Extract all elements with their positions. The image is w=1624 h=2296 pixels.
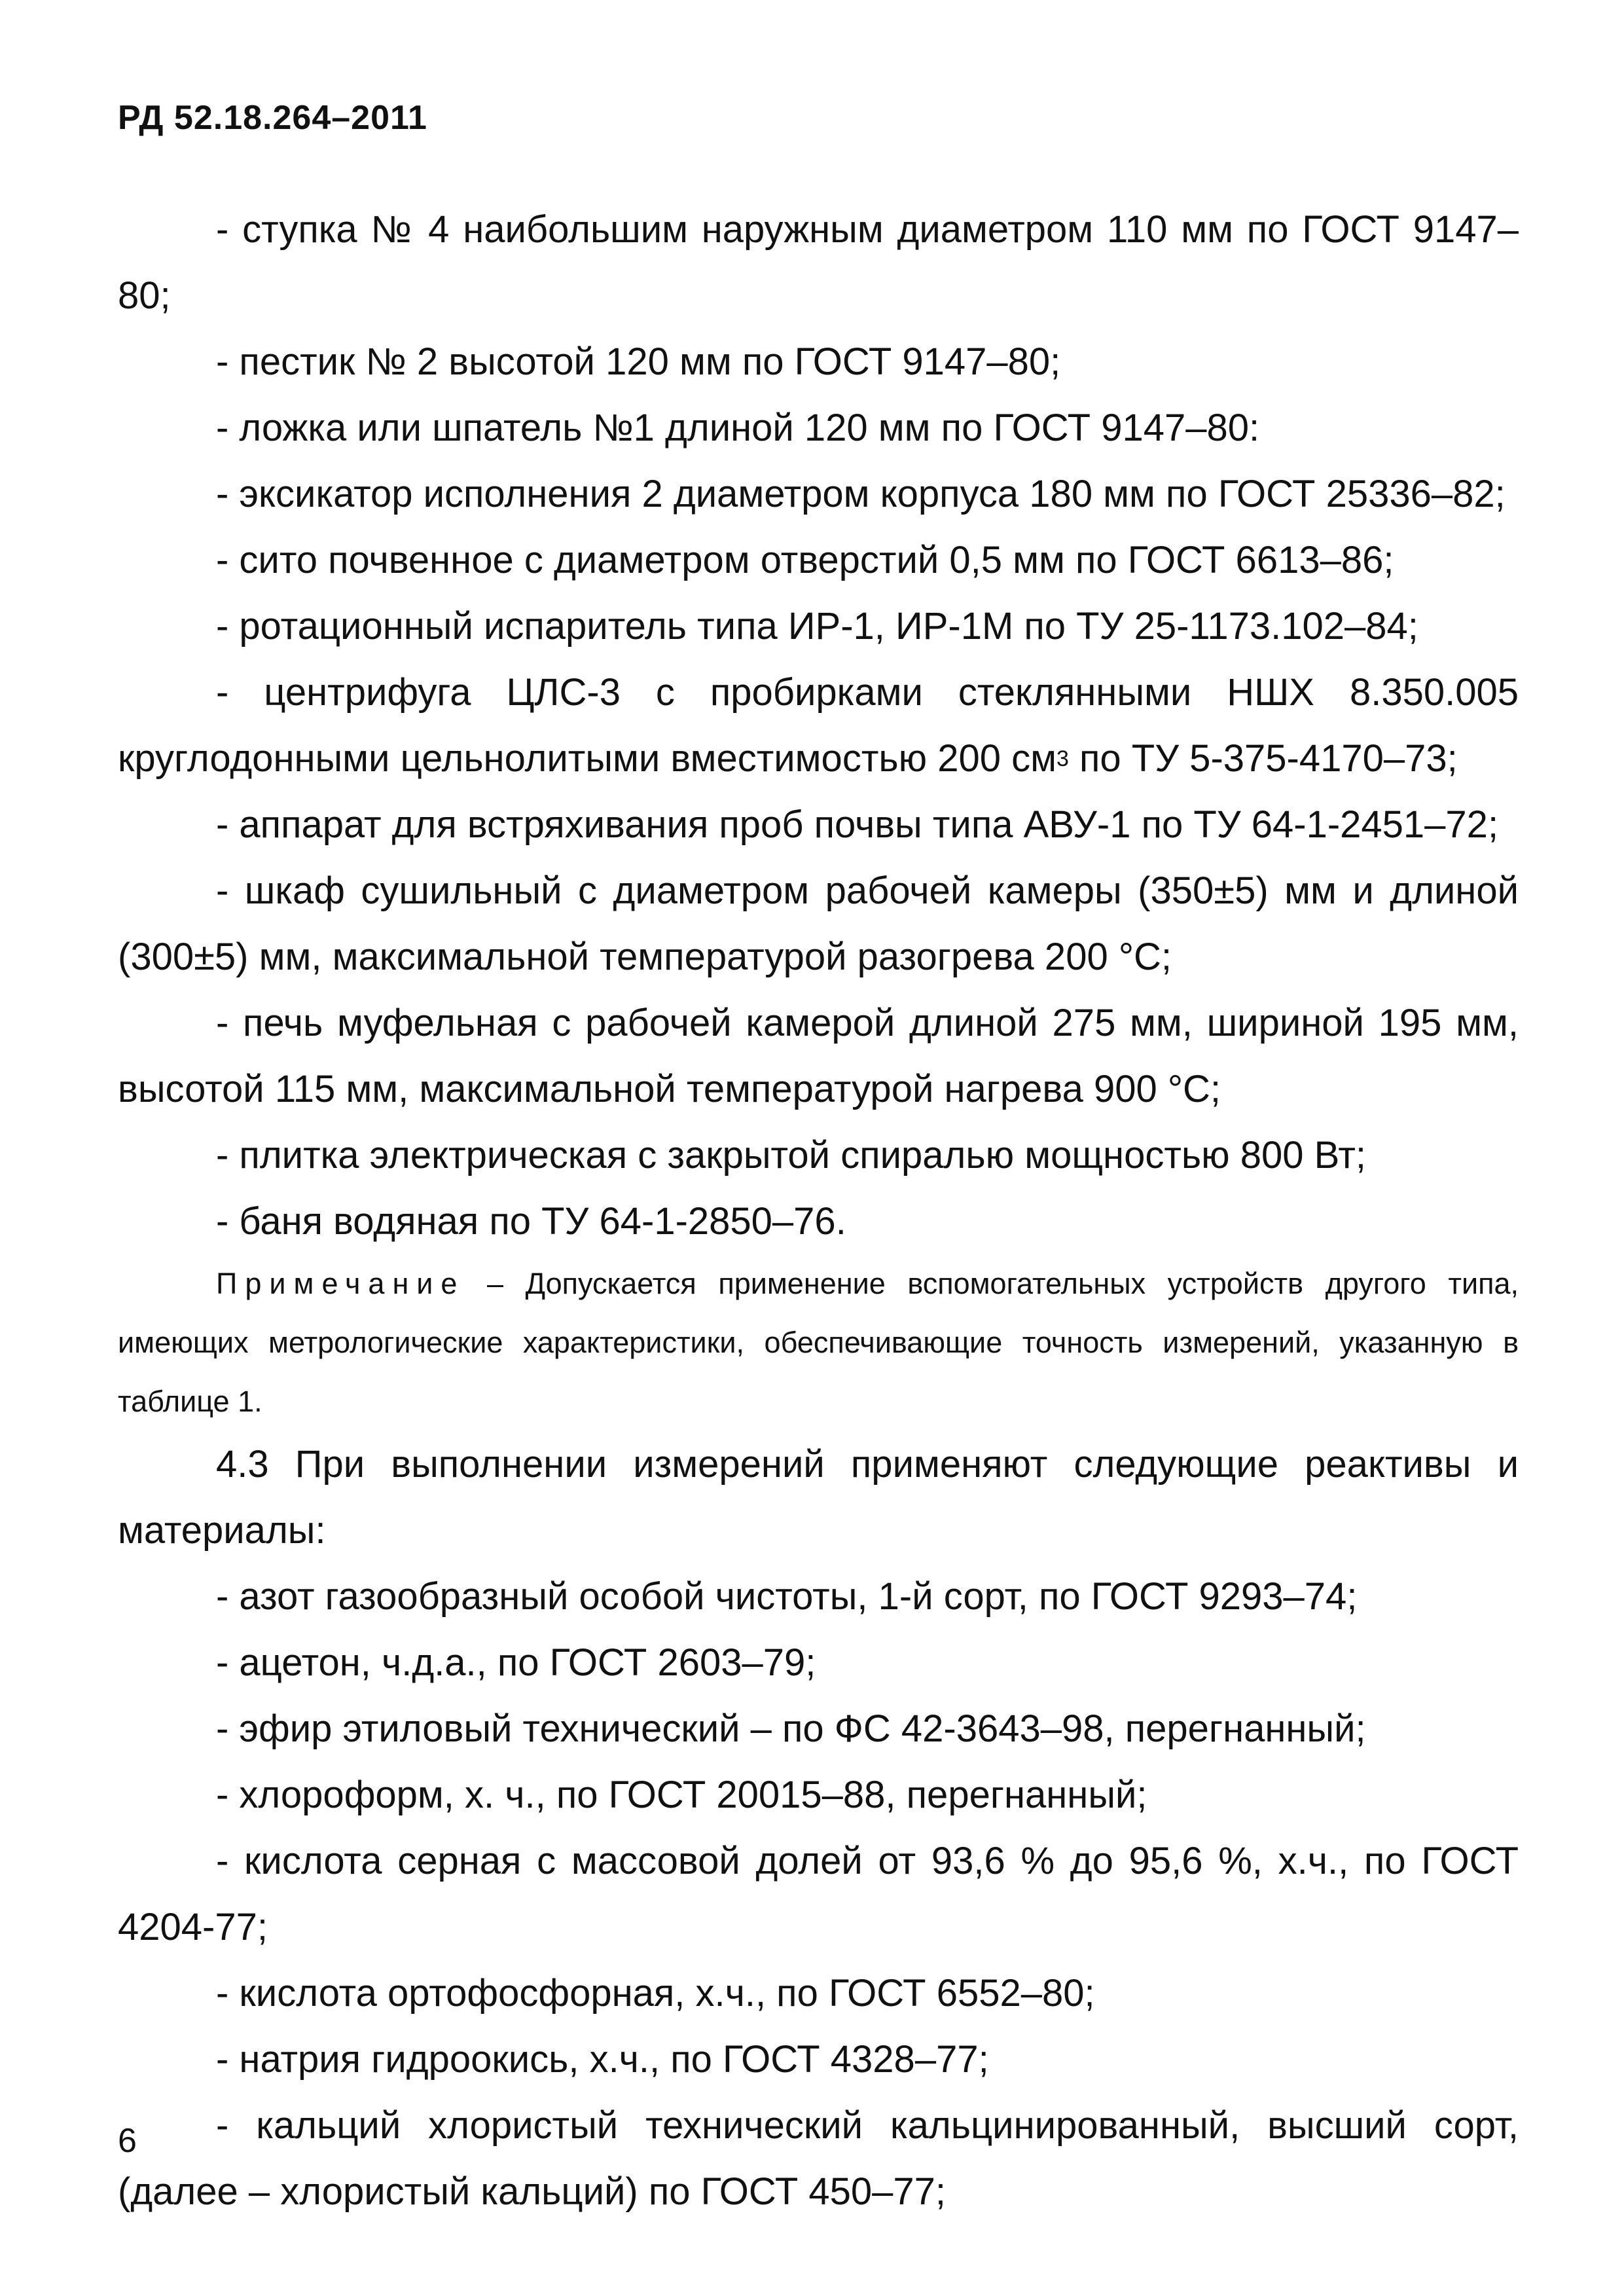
list-item: - ротационный испаритель типа ИР-1, ИР-1М по ТУ 25-1173.102–84;	[216, 605, 1418, 647]
list-item: - азот газообразный особой чистоты, 1-й сорт, по ГОСТ 9293–74;	[216, 1575, 1358, 1618]
centrifuge-text: - центрифуга ЦЛС-3 с пробирками стеклянными НШХ 8.350.005 круглодонными цельнолитыми вместимостью 200 см	[118, 671, 1519, 780]
list-item: - эксикатор исполнения 2 диаметром корпуса 180 мм по ГОСТ 25336–82;	[216, 473, 1506, 515]
list-item: - плитка электрическая с закрытой спиралью мощностью 800 Вт;	[216, 1134, 1367, 1176]
list-item: - ацетон, ч.д.а., по ГОСТ 2603–79;	[216, 1641, 816, 1684]
list-item: - шкаф сушильный с диаметром рабочей камеры (350±5) мм и длиной (300±5) мм, максимальной температурой разогрева 200 °С;	[118, 869, 1519, 978]
superscript-3: 3	[1056, 746, 1069, 771]
note-label: Примечание	[216, 1267, 465, 1300]
centrifuge-text-end: по ТУ 5-375-4170–73;	[1068, 737, 1458, 780]
section-4-3: 4.3 При выполнении измерений применяют следующие реактивы и материалы:	[118, 1443, 1519, 1552]
page-number: 6	[118, 2122, 137, 2160]
list-item: - кальций хлористый технический кальцинированный, высший сорт, (далее – хлористый кальций) по ГОСТ 450–77;	[118, 2104, 1519, 2213]
list-item: - баня водяная по ТУ 64-1-2850–76.	[216, 1200, 846, 1243]
list-item: - пестик № 2 высотой 120 мм по ГОСТ 9147–80;	[216, 340, 1061, 383]
page-content	[118, 196, 1519, 2225]
list-item: - эфир этиловый технический – по ФС 42-3643–98, перегнанный;	[216, 1707, 1366, 1750]
list-item: - ложка или шпатель №1 длиной 120 мм по ГОСТ 9147–80:	[216, 407, 1260, 449]
list-item-centrifuge	[118, 659, 1519, 792]
list-item: - натрия гидроокись, х.ч., по ГОСТ 4328–77;	[216, 2038, 989, 2081]
list-item: - сито почвенное с диаметром отверстий 0,5 мм по ГОСТ 6613–86;	[216, 539, 1394, 581]
list-item: - ступка № 4 наибольшим наружным диаметром 110 мм по ГОСТ 9147–80;	[118, 208, 1519, 317]
document-code: РД 52.18.264–2011	[118, 99, 427, 137]
note	[118, 1254, 1519, 1431]
list-item: - хлороформ, х. ч., по ГОСТ 20015–88, перегнанный;	[216, 1774, 1147, 1816]
list-item: - кислота серная с массовой долей от 93,6 % до 95,6 %, х.ч., по ГОСТ 4204-77;	[118, 1840, 1519, 1948]
note-text: – Допускается применение вспомогательных устройств другого типа, имеющих метрологические характеристики, обеспечивающие точность измерений, указанную в таблице 1.	[118, 1267, 1519, 1418]
list-item: - печь муфельная с рабочей камерой длиной 275 мм, шириной 195 мм, высотой 115 мм, максимальной температурой нагрева 900 °С;	[118, 1002, 1519, 1110]
list-item: - кислота ортофосфорная, х.ч., по ГОСТ 6552–80;	[216, 1972, 1095, 2014]
list-item: - аппарат для встряхивания проб почвы типа АВУ-1 по ТУ 64-1-2451–72;	[216, 803, 1499, 846]
